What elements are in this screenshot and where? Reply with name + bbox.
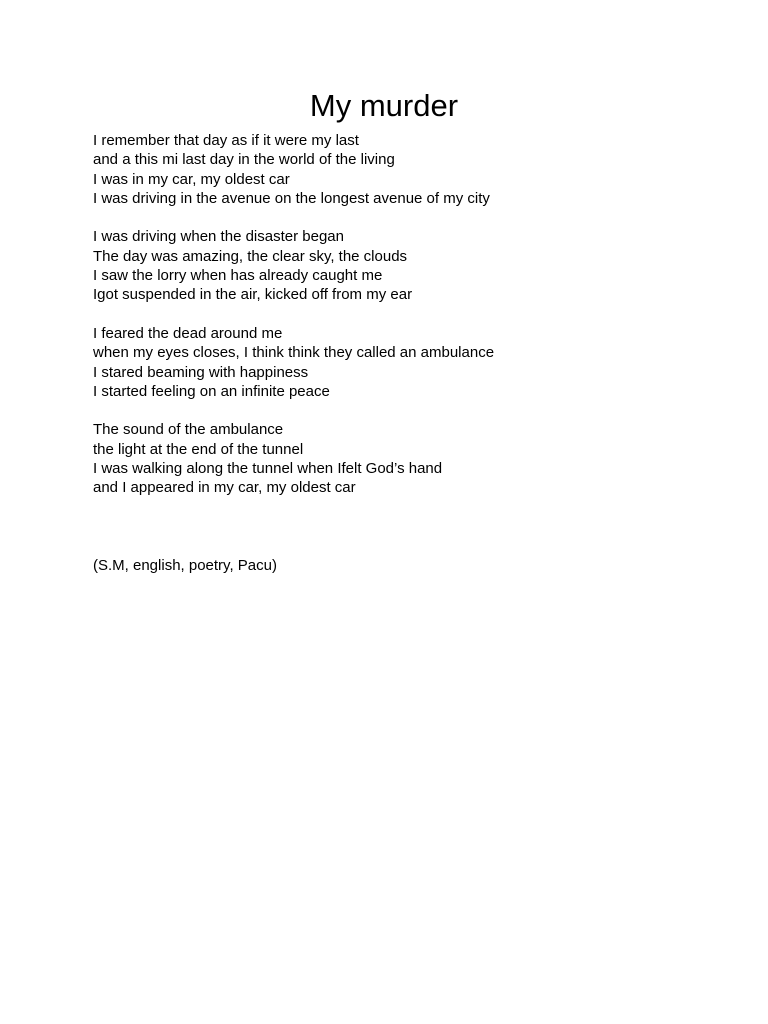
stanza-1 [93, 131, 733, 208]
poem-line: I remember that day as if it were my last [93, 132, 359, 149]
poem-line: I was driving when the disaster began [93, 228, 344, 246]
poem-line: I saw the lorry when has already caught me [93, 267, 383, 285]
author-signature: (S.M, english, poetry, Pacu) [93, 557, 277, 574]
poem-line: The sound of the ambulance [93, 421, 284, 439]
stanza-4 [93, 420, 733, 497]
poem-line: Igot suspended in the air, kicked off from my ear [93, 286, 413, 304]
document-title: My murder [309, 88, 459, 123]
poem-body [93, 131, 733, 517]
poem-line: and a this mi last day in the world of the living [93, 151, 395, 169]
poem-line: I started feeling on an infinite peace [93, 382, 330, 400]
poem-line: I was driving in the avenue on the longest avenue of my city [93, 189, 490, 207]
poem-line: The day was amazing, the clear sky, the clouds [93, 247, 408, 265]
poem-line: when my eyes closes, I think think they called an ambulance [93, 344, 495, 362]
stanza-2 [93, 227, 733, 304]
poem-line: I stared beaming with happiness [93, 363, 309, 381]
poem-line: I was walking along the tunnel when Ifelt God’s hand [93, 460, 443, 478]
poem-line: and I appeared in my car, my oldest car [93, 479, 356, 497]
poem-line: I was in my car, my oldest car [93, 170, 290, 188]
stanza-3 [93, 324, 733, 401]
poem-line: the light at the end of the tunnel [93, 440, 304, 458]
poem-line: I feared the dead around me [93, 324, 283, 342]
